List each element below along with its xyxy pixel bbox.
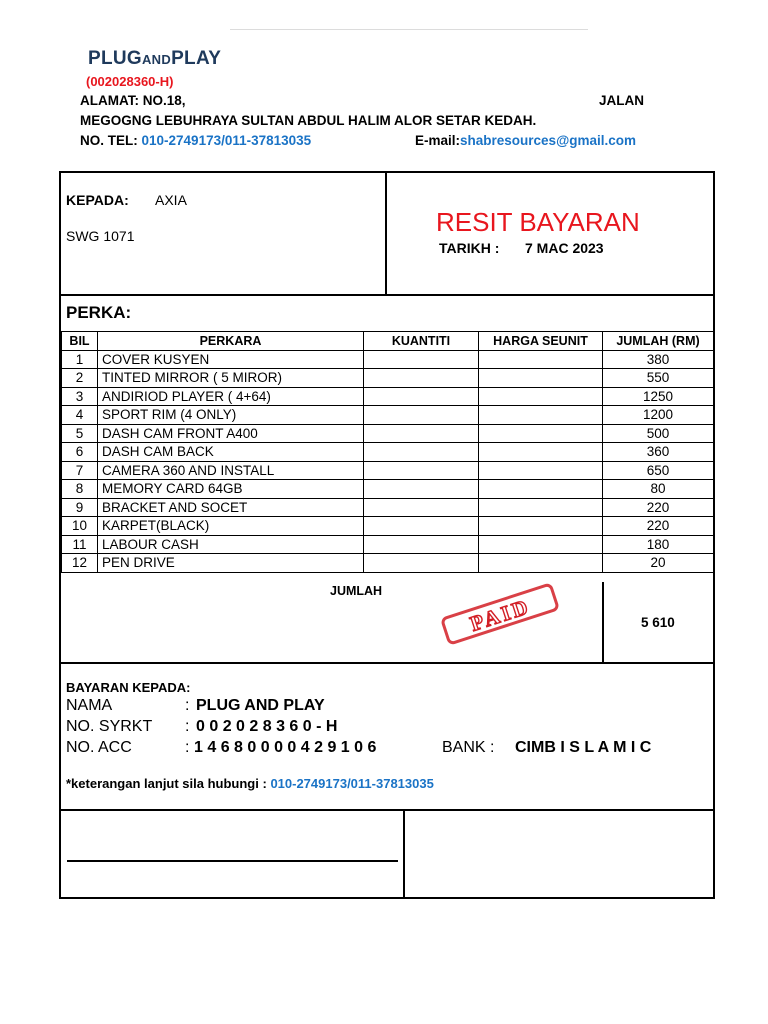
syrkt-value: 0 0 2 0 2 8 3 6 0 - H [196, 718, 338, 735]
row-item: CAMERA 360 AND INSTALL [98, 461, 364, 480]
row-no: 8 [62, 480, 98, 499]
row-qty [364, 424, 479, 443]
table-row [62, 350, 714, 369]
row-no: 6 [62, 443, 98, 462]
table-row [62, 387, 714, 406]
email-value[interactable]: shabresources@gmail.com [460, 133, 636, 148]
row-unit-price [479, 387, 603, 406]
email-label: E-mail: [415, 133, 461, 148]
recipient-label: KEPADA: [66, 192, 129, 208]
signature-line [67, 860, 398, 862]
row-qty [364, 554, 479, 573]
row-qty [364, 517, 479, 536]
row-item: ANDIRIOD PLAYER ( 4+64) [98, 387, 364, 406]
row-total: 20 [603, 554, 714, 573]
row-qty [364, 369, 479, 388]
row-total: 220 [603, 498, 714, 517]
row-item: DASH CAM FRONT A400 [98, 424, 364, 443]
payment-heading: BAYARAN KEPADA: [66, 680, 191, 695]
row-item: COVER KUSYEN [98, 350, 364, 369]
row-total: 650 [603, 461, 714, 480]
row-no: 4 [62, 406, 98, 425]
items-table [61, 331, 714, 573]
row-total: 550 [603, 369, 714, 388]
row-qty [364, 461, 479, 480]
row-qty [364, 350, 479, 369]
row-total: 380 [603, 350, 714, 369]
row-total: 1250 [603, 387, 714, 406]
acc-label: NO. ACC [66, 739, 132, 756]
address-jalan: JALAN [599, 93, 645, 108]
total-value: 5 610 [641, 615, 675, 630]
row-qty [364, 498, 479, 517]
row-no: 3 [62, 387, 98, 406]
col-header-kuantiti: KUANTITI [364, 332, 479, 351]
phone-label: NO. TEL: [80, 133, 138, 148]
row-qty [364, 480, 479, 499]
row-qty [364, 406, 479, 425]
row-item: MEMORY CARD 64GB [98, 480, 364, 499]
row-no: 5 [62, 424, 98, 443]
table-row [62, 498, 714, 517]
company-reg-no: (002028360-H) [86, 74, 174, 89]
phone-line [80, 133, 311, 148]
row-unit-price [479, 350, 603, 369]
row-unit-price [479, 406, 603, 425]
acc-value: 1 4 6 8 0 0 0 0 4 2 9 1 0 6 [194, 739, 377, 756]
contact-note [66, 776, 434, 791]
row-item: BRACKET AND SOCET [98, 498, 364, 517]
phone-value[interactable]: 010-2749173/011-37813035 [141, 133, 312, 148]
row-item: KARPET(BLACK) [98, 517, 364, 536]
row-no: 7 [62, 461, 98, 480]
row-total: 80 [603, 480, 714, 499]
table-header-row [62, 332, 714, 351]
table-row [62, 554, 714, 573]
col-header-jumlah: JUMLAH (RM) [603, 332, 714, 351]
col-header-harga-seunit: HARGA SEUNIT [479, 332, 603, 351]
total-divider [602, 582, 604, 663]
table-row [62, 406, 714, 425]
perka-label: PERKA: [66, 303, 132, 322]
total-label: JUMLAH [330, 584, 383, 598]
row-no: 1 [62, 350, 98, 369]
email-line [415, 133, 636, 148]
row-total: 360 [603, 443, 714, 462]
row-unit-price [479, 461, 603, 480]
row-item: LABOUR CASH [98, 535, 364, 554]
syrkt-label: NO. SYRKT [66, 718, 153, 735]
col-header-bil: BIL [62, 332, 98, 351]
name-label: NAMA [66, 697, 113, 714]
row-item: SPORT RIM (4 ONLY) [98, 406, 364, 425]
contact-note-label: *keterangan lanjut sila hubungi : [66, 776, 267, 791]
bank-value: CIMB I S L A M I C [515, 739, 652, 756]
header-bottom-line [59, 294, 715, 296]
table-row [62, 369, 714, 388]
acc-colon: : [185, 739, 190, 756]
header-divider [385, 171, 387, 295]
name-value: PLUG AND PLAY [196, 697, 325, 714]
table-row [62, 461, 714, 480]
date-value: 7 MAC 2023 [525, 240, 604, 256]
row-item: DASH CAM BACK [98, 443, 364, 462]
row-no: 9 [62, 498, 98, 517]
row-unit-price [479, 535, 603, 554]
table-row [62, 424, 714, 443]
row-unit-price [479, 369, 603, 388]
row-no: 11 [62, 535, 98, 554]
table-row [62, 443, 714, 462]
company-logo: PLUGANDPLAY [88, 48, 222, 69]
signature-box [59, 809, 715, 899]
row-unit-price [479, 443, 603, 462]
contact-note-phone[interactable]: 010-2749173/011-37813035 [270, 776, 434, 791]
svg-text:PAID: PAID [467, 593, 534, 636]
row-unit-price [479, 424, 603, 443]
row-no: 2 [62, 369, 98, 388]
col-header-perkara: PERKARA [98, 332, 364, 351]
row-qty [364, 535, 479, 554]
row-total: 1200 [603, 406, 714, 425]
row-unit-price [479, 554, 603, 573]
address-line-1: ALAMAT: NO.18, [80, 93, 186, 108]
row-total: 500 [603, 424, 714, 443]
recipient-name: AXIA [155, 192, 187, 208]
receipt-title: RESIT BAYARAN [436, 207, 640, 237]
row-total: 180 [603, 535, 714, 554]
date-label: TARIKH : [439, 240, 500, 256]
bank-label: BANK : [442, 739, 495, 756]
table-row [62, 517, 714, 536]
syrkt-colon: : [185, 718, 190, 735]
row-no: 12 [62, 554, 98, 573]
row-item: PEN DRIVE [98, 554, 364, 573]
signature-divider [403, 809, 405, 899]
row-qty [364, 387, 479, 406]
recipient-plate: SWG 1071 [66, 228, 135, 244]
table-row [62, 535, 714, 554]
row-no: 10 [62, 517, 98, 536]
row-total: 220 [603, 517, 714, 536]
name-colon: : [185, 697, 190, 714]
row-unit-price [479, 498, 603, 517]
row-item: TINTED MIRROR ( 5 MIROR) [98, 369, 364, 388]
row-unit-price [479, 517, 603, 536]
row-qty [364, 443, 479, 462]
top-divider [230, 29, 588, 30]
table-row [62, 480, 714, 499]
row-unit-price [479, 480, 603, 499]
address-line-2: MEGOGNG LEBUHRAYA SULTAN ABDUL HALIM ALOR SETAR KEDAH. [80, 113, 537, 128]
